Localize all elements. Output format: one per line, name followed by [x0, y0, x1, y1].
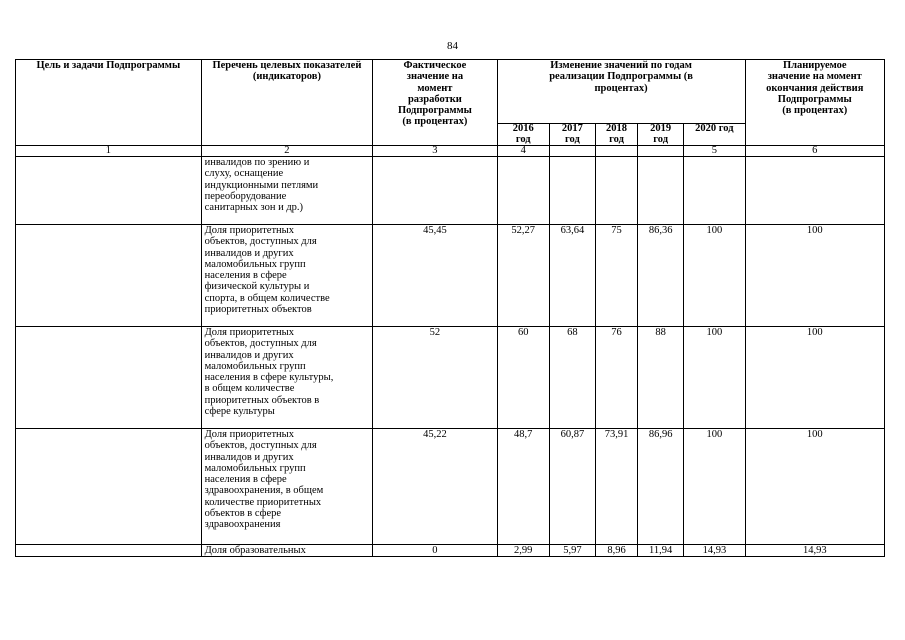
header-planned-line: значение на момент	[767, 71, 862, 83]
value-2019: 86,96	[638, 429, 684, 545]
indicator-line: количестве приоритетных	[204, 496, 322, 508]
column-number: 6	[745, 146, 885, 157]
value-2016: 52,27	[497, 225, 549, 327]
value-2019: 11,94	[638, 545, 684, 557]
header-actual-line: разработки	[407, 93, 462, 105]
indicators-table	[15, 59, 885, 557]
indicator-line: приоритетных объектов в	[204, 394, 320, 406]
header-actual-line: (в процентах)	[402, 116, 468, 128]
year-2017	[549, 124, 595, 146]
year-2016	[497, 124, 549, 146]
value-2017: 60,87	[549, 429, 595, 545]
year-label: 2020 год	[695, 123, 734, 134]
indicator-line: здравоохранения, в общем	[204, 485, 324, 497]
value-2017: 68	[549, 327, 595, 429]
indicator-line: приоритетных объектов	[204, 304, 312, 316]
table-row	[16, 327, 885, 429]
header-change	[497, 60, 745, 124]
indicator-line: инвалидов и других	[204, 247, 294, 259]
indicator-line: Доля приоритетных	[204, 327, 294, 338]
planned-value: 14,93	[745, 545, 885, 557]
value-2018: 8,96	[595, 545, 637, 557]
indicator-line: Доля приоритетных	[204, 429, 294, 440]
year-suffix: год	[564, 133, 580, 145]
value-2019: 88	[638, 327, 684, 429]
year-label: 2016	[512, 123, 534, 134]
column-number: 2	[201, 146, 373, 157]
value-2020: 100	[684, 429, 745, 545]
value-2020: 100	[684, 225, 745, 327]
value-2020	[684, 157, 745, 225]
year-2018	[595, 124, 637, 146]
year-label: 2017	[561, 123, 583, 134]
indicator-line: здравоохранения	[204, 519, 281, 531]
header-indicators: Перечень целевых показателей (индикаторов)	[201, 60, 373, 146]
header-actual-line: значение на	[406, 71, 464, 83]
indicator-line: населения в сфере культуры,	[204, 372, 334, 384]
header-actual-line: Фактическое	[403, 60, 467, 71]
indicator-line: переоборудование	[204, 190, 287, 202]
header-planned-line: Подпрограммы	[777, 93, 852, 105]
planned-value: 100	[745, 225, 885, 327]
value-2018	[595, 157, 637, 225]
year-suffix: год	[653, 133, 669, 145]
header-planned-line: (в процентах)	[782, 105, 848, 117]
value-2016: 60	[497, 327, 549, 429]
year-label: 2018	[606, 123, 628, 134]
column-number: 4	[497, 146, 549, 157]
actual-value	[373, 157, 497, 225]
value-2017: 5,97	[549, 545, 595, 557]
value-2016: 2,99	[497, 545, 549, 557]
indicator-cell	[201, 157, 373, 225]
header-change-line: реализации Подпрограммы (в	[549, 71, 693, 83]
value-2016: 48,7	[497, 429, 549, 545]
goal-cell	[16, 327, 202, 429]
header-actual-line: Подпрограммы	[397, 105, 472, 117]
table-row	[16, 157, 885, 225]
indicator-line: физической культуры и	[204, 281, 310, 293]
table-row	[16, 545, 885, 557]
indicator-cell	[201, 545, 373, 557]
value-2017	[549, 157, 595, 225]
indicator-line: Доля приоритетных	[204, 225, 294, 236]
goal-cell	[16, 157, 202, 225]
header-goal: Цель и задачи Подпрограммы	[16, 60, 202, 146]
indicator-line: маломобильных групп	[204, 360, 306, 372]
column-number	[549, 146, 595, 157]
planned-value: 100	[745, 327, 885, 429]
header-planned-line: окончания действия	[766, 82, 864, 94]
indicator-cell	[201, 429, 373, 545]
value-2018: 73,91	[595, 429, 637, 545]
actual-value: 52	[373, 327, 497, 429]
header-planned	[745, 60, 885, 146]
year-2019	[638, 124, 684, 146]
table-row	[16, 429, 885, 545]
indicator-line: населения в сфере	[204, 270, 287, 282]
value-2018: 76	[595, 327, 637, 429]
header-actual-line: момент	[417, 82, 453, 94]
actual-value: 45,45	[373, 225, 497, 327]
indicator-line: инвалидов и других	[204, 451, 294, 463]
header-change-line: процентах)	[594, 82, 648, 94]
indicator-line: объектов, доступных для	[204, 338, 317, 350]
column-number	[638, 146, 684, 157]
header-actual	[373, 60, 497, 146]
indicator-line: спорта, в общем количестве	[204, 292, 330, 304]
goal-cell	[16, 225, 202, 327]
indicator-line: сфере культуры	[204, 406, 275, 418]
year-suffix: год	[515, 133, 531, 145]
year-2020	[684, 124, 745, 146]
header-planned-line: Планируемое	[782, 60, 847, 71]
indicator-line: объектов, доступных для	[204, 440, 317, 452]
value-2016	[497, 157, 549, 225]
actual-value: 45,22	[373, 429, 497, 545]
column-number: 3	[373, 146, 497, 157]
value-2020: 14,93	[684, 545, 745, 557]
header-change-line: Изменение значений по годам	[550, 60, 692, 71]
value-2020: 100	[684, 327, 745, 429]
value-2017: 63,64	[549, 225, 595, 327]
indicator-line: в общем количестве	[204, 383, 295, 395]
planned-value	[745, 157, 885, 225]
column-number: 5	[684, 146, 745, 157]
goal-cell	[16, 429, 202, 545]
indicator-line: индукционными петлями	[204, 179, 319, 191]
indicator-line: объектов в сфере	[204, 508, 282, 520]
indicator-line: объектов, доступных для	[204, 236, 317, 248]
indicator-line: населения в сфере	[204, 474, 287, 486]
page-number: 84	[447, 40, 458, 52]
indicator-line: маломобильных групп	[204, 462, 306, 474]
indicator-line: маломобильных групп	[204, 258, 306, 270]
goal-cell	[16, 545, 202, 557]
planned-value: 100	[745, 429, 885, 545]
value-2019: 86,36	[638, 225, 684, 327]
indicator-line: инвалидов по зрению и	[204, 157, 310, 168]
header-row	[16, 60, 885, 124]
indicator-cell	[201, 327, 373, 429]
value-2019	[638, 157, 684, 225]
actual-value: 0	[373, 545, 497, 557]
value-2018: 75	[595, 225, 637, 327]
table-row	[16, 225, 885, 327]
column-number: 1	[16, 146, 202, 157]
indicator-cell	[201, 225, 373, 327]
column-number	[595, 146, 637, 157]
indicator-line: Доля образовательных	[204, 545, 306, 556]
column-numbers-row	[16, 146, 885, 157]
indicator-line: санитарных зон и др.)	[204, 202, 304, 214]
indicator-line: инвалидов и других	[204, 349, 294, 361]
year-suffix: год	[609, 133, 624, 145]
year-label: 2019	[650, 123, 672, 134]
indicator-line: слуху, оснащение	[204, 168, 284, 180]
